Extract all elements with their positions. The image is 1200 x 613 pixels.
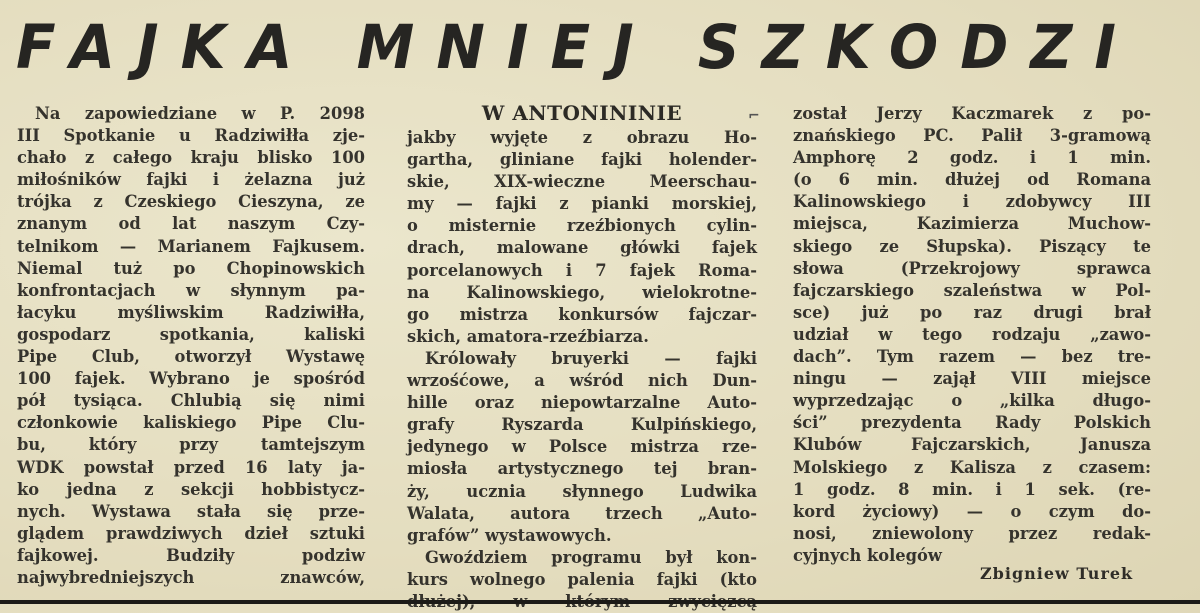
text-line: Gwoździem programu był kon- [425, 547, 757, 567]
text-line: cyjnych kolegów [793, 545, 942, 565]
text-line: 100 fajek. Wybrano je spośród [17, 369, 365, 389]
text-line: jakby wyjęte z obrazu Ho- [407, 128, 757, 147]
text-line: konfrontacjach w słynnym pa- [17, 280, 365, 300]
text-line: znanym od lat naszym Czy- [17, 214, 365, 234]
text-line: jedynego w Polsce mistrza rze- [407, 437, 757, 457]
scan-edge [0, 600, 1200, 604]
text-line: WDK powstał przed 16 laty ja- [17, 457, 365, 477]
text-line: ningu — zajął VIII miejsce [793, 369, 1151, 389]
text-line: znańskiego PC. Palił 3-gramową [793, 126, 1151, 146]
subheading: W ANTONININIE [481, 101, 683, 125]
text-line: łacyku myśliwskim Radziwiłła, [17, 302, 365, 322]
text-line: my — fajki z pianki morskiej, [407, 194, 757, 214]
article-column-3 [793, 103, 1151, 567]
text-line: wyprzedzając o „kilka długo- [793, 391, 1151, 411]
headline: FAJKA MNIEJ SZKODZI [16, 11, 1139, 83]
text-line: (o 6 min. dłużej od Romana [793, 170, 1151, 190]
text-line: grafy Ryszarda Kulpińskiego, [407, 415, 757, 435]
text-line: Pipe Club, otworzył Wystawę [17, 347, 365, 367]
text-line: kord życiowy) — o czym do- [793, 501, 1151, 521]
article-column-1 [17, 103, 365, 589]
text-line: na Kalinowskiego, wielokrotne- [407, 282, 757, 302]
author-signature: Zbigniew Turek [980, 564, 1134, 583]
text-line: dach”. Tym razem — bez tre- [793, 347, 1151, 367]
text-line: o misternie rzeźbionych cylin- [407, 216, 757, 236]
text-line: skie, XIX-wieczne Meerschau- [407, 172, 757, 192]
text-line: chało z całego kraju blisko 100 [17, 148, 365, 168]
text-line: glądem prawdziwych dzieł sztuki [17, 523, 365, 543]
text-line: miłośników fajki i żelazna już [17, 170, 365, 190]
text-line: fajkowej. Budziły podziw [17, 545, 365, 565]
text-line: Klubów Fajczarskich, Janusza [793, 435, 1151, 455]
text-line: ży, ucznia słynnego Ludwika [407, 481, 757, 501]
article-column-2 [407, 99, 757, 613]
text-line: III Spotkanie u Radziwiłła zje- [17, 126, 365, 146]
text-line: kurs wolnego palenia fajki (kto [407, 569, 757, 589]
text-line: gospodarz spotkania, kaliski [17, 324, 365, 344]
text-line: Kalinowskiego i zdobywcy III [793, 192, 1151, 212]
text-line: Amphorę 2 godz. i 1 min. [793, 148, 1151, 168]
text-line: Niemal tuż po Chopinowskich [17, 258, 365, 278]
text-line: go mistrza konkursów fajczar- [407, 304, 757, 324]
text-line: hille oraz niepowtarzalne Auto- [407, 393, 757, 413]
text-line: porcelanowych i 7 fajek Roma- [407, 260, 757, 280]
text-line: udział w tego rodzaju „zawo- [793, 324, 1151, 344]
text-line: Królowały bruyerki — fajki [425, 348, 757, 368]
text-line: słowa (Przekrojowy sprawca [793, 258, 1151, 278]
text-line: miejsca, Kazimierza Muchow- [793, 214, 1151, 234]
text-line: gartha, gliniane fajki holender- [407, 150, 757, 170]
text-line: trójka z Czeskiego Cieszyna, ze [17, 192, 365, 212]
text-line: skiego ze Słupska). Piszący te [793, 236, 1151, 256]
text-line: miosła artystycznego tej bran- [407, 459, 757, 479]
text-line: Na zapowiedziane w P. 2098 [35, 104, 365, 123]
text-line: drach, malowane główki fajek [407, 238, 757, 258]
text-line: członkowie kaliskiego Pipe Clu- [17, 413, 365, 433]
text-line: grafów” wystawowych. [407, 525, 612, 545]
text-line: nych. Wystawa stała się prze- [17, 501, 365, 521]
text-line: skich, amatora-rzeźbiarza. [407, 326, 649, 346]
text-line: został Jerzy Kaczmarek z po- [793, 104, 1151, 123]
text-line: ko jedna z sekcji hobbistycz- [17, 479, 365, 499]
text-line: 1 godz. 8 min. i 1 sek. (re- [793, 479, 1151, 499]
text-line: najwybredniejszych znawców, [17, 567, 365, 587]
text-line: pół tysiąca. Chlubią się nimi [17, 391, 365, 411]
text-line: Walata, autora trzech „Auto- [407, 503, 757, 523]
text-line: sce) już po raz drugi brał [793, 302, 1151, 322]
text-line: ści” prezydenta Rady Polskich [793, 413, 1151, 433]
text-line: nosi, zniewolony przez redak- [793, 523, 1151, 543]
text-line: Molskiego z Kalisza z czasem: [793, 457, 1151, 477]
print-mark: ⌐ [748, 108, 760, 124]
text-line: bu, który przy tamtejszym [17, 435, 365, 455]
text-line: fajczarskiego szaleństwa w Pol- [793, 280, 1151, 300]
text-line: wrzośćowe, a wśród nich Dun- [407, 371, 757, 391]
text-line: telnikom — Marianem Fajkusem. [17, 236, 365, 256]
